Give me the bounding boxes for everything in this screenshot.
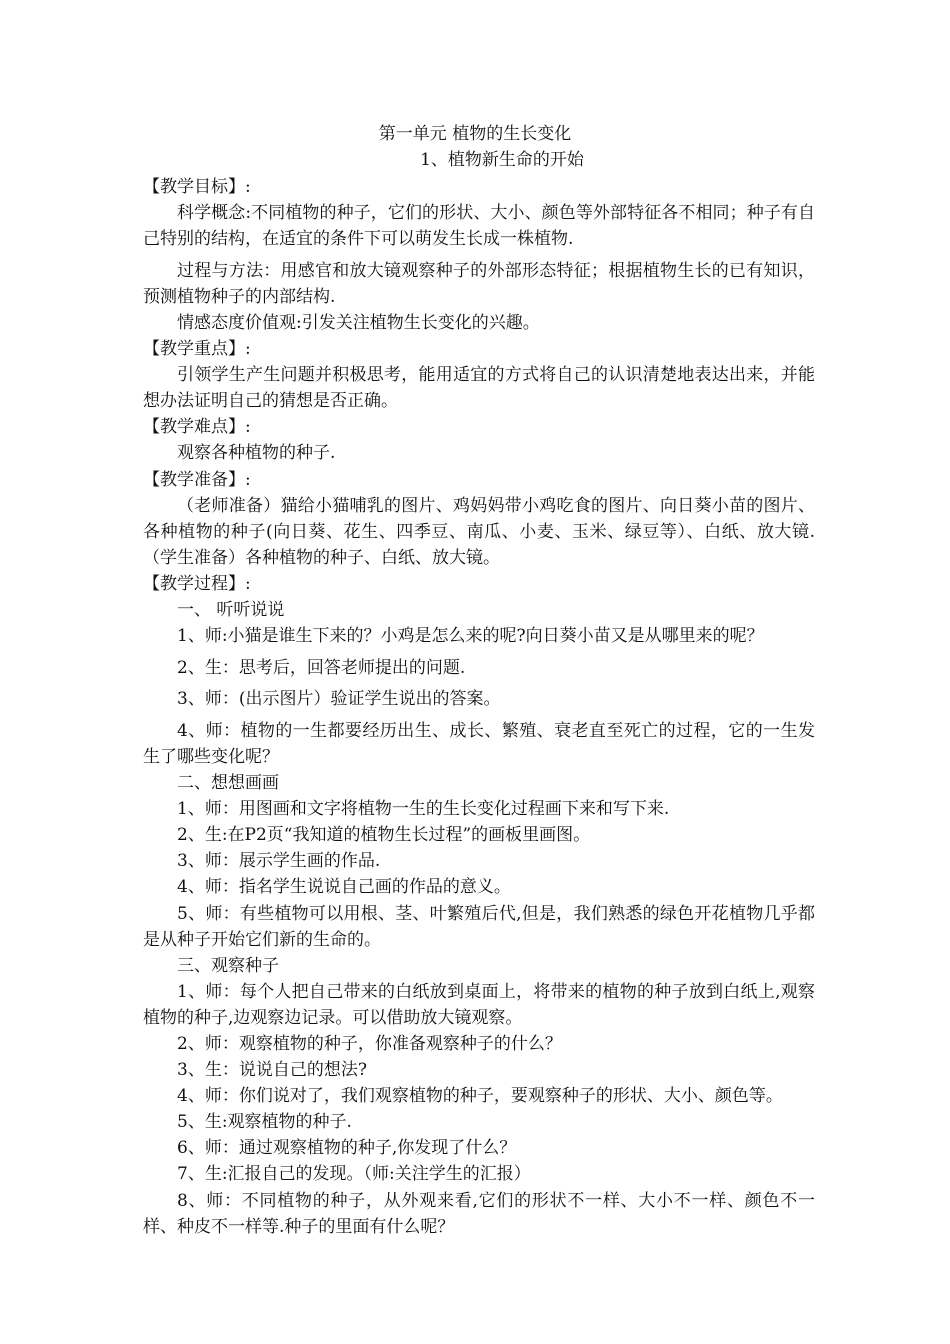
section-heading-difficulties: 【教学难点】: <box>143 417 251 438</box>
paragraph: 观察各种植物的种子. <box>177 443 336 464</box>
paragraph: 3、师：展示学生画的作品. <box>177 851 381 872</box>
paragraph: 3、师：(出示图片）验证学生说出的答案。 <box>177 689 501 710</box>
paragraph: 情感态度价值观:引发关注植物生长变化的兴趣。 <box>177 312 540 333</box>
lesson-title: 1、植物新生命的开始 <box>420 150 584 170</box>
document-body <box>143 174 815 1240</box>
unit-title: 第一单元 植物的生长变化 <box>378 124 572 144</box>
section-heading-objectives: 【教学目标】: <box>143 177 251 197</box>
subsection-heading: 三、观察种子 <box>177 955 279 976</box>
paragraph: 2、生：思考后，回答老师提出的问题. <box>177 657 466 678</box>
paragraph: 7、生:汇报自己的发现。（师:关注学生的汇报） <box>177 1164 531 1185</box>
paragraph: 3、生：说说自己的想法? <box>177 1060 367 1081</box>
paragraph: 4、师：你们说对了，我们观察植物的种子，要观察种子的形状、大小、颜色等。 <box>177 1086 783 1107</box>
paragraph: 5、师：有些植物可以用根、茎、叶繁殖后代,但是，我们熟悉的绿色开花植物几乎都是从种子开始它们新的生命的。 <box>143 903 815 950</box>
paragraph: 6、师：通过观察植物的种子,你发现了什么？ <box>177 1138 517 1159</box>
paragraph: 引领学生产生问题并积极思考，能用适宜的方式将自己的认识清楚地表达出来，并能想办法证明自己的猜想是否正确。 <box>143 365 815 412</box>
paragraph: 4、师：指名学生说说自己画的作品的意义。 <box>177 877 511 898</box>
section-heading-key-points: 【教学重点】: <box>143 339 251 360</box>
paragraph: 2、师：观察植物的种子，你准备观察种子的什么？ <box>177 1034 562 1054</box>
paragraph: 2、生:在P2页“我知道的植物生长过程”的画板里画图。 <box>177 825 591 846</box>
paragraph: 科学概念:不同植物的种子，它们的形状、大小、颜色等外部特征各不相同；种子有自己特别的结构，在适宜的条件下可以萌发生长成一株植物. <box>143 203 815 250</box>
paragraph: 1、师：用图画和文字将植物一生的生长变化过程画下来和写下来. <box>177 799 670 820</box>
paragraph: 1、师：每个人把自己带来的白纸放到桌面上，将带来的植物的种子放到白纸上,观察植物的种子,边观察边记录。可以借助放大镜观察。 <box>143 981 815 1028</box>
subsection-heading: 二、想想画画 <box>177 773 279 794</box>
paragraph: 1、师:小猫是谁生下来的？小鸡是怎么来的呢?向日葵小苗又是从哪里来的呢？ <box>177 626 764 647</box>
paragraph: 8、师：不同植物的种子，从外观来看,它们的形状不一样、大小不一样、颜色不一样、种皮不一样等.种子的里面有什么呢？ <box>143 1190 815 1237</box>
paragraph: 过程与方法：用感官和放大镜观察种子的外部形态特征；根据植物生长的已有知识，预测植物种子的内部结构. <box>143 260 815 307</box>
paragraph: 4、师：植物的一生都要经历出生、成长、繁殖、衰老直至死亡的过程，它的一生发生了哪些变化呢？ <box>143 720 815 767</box>
section-heading-process: 【教学过程】: <box>143 573 251 594</box>
subsection-heading: 一、 听听说说 <box>177 600 285 620</box>
paragraph: 5、生:观察植物的种子. <box>177 1112 352 1133</box>
section-heading-preparation: 【教学准备】: <box>143 469 251 490</box>
paragraph: （老师准备）猫给小猫哺乳的图片、鸡妈妈带小鸡吃食的图片、向日葵小苗的图片、各种植物的种子(向日葵、花生、四季豆、南瓜、小麦、玉米、绿豆等）、白纸、放大镜.（学生准备）各种植物的种子、白纸、放大镜。 <box>143 495 815 568</box>
